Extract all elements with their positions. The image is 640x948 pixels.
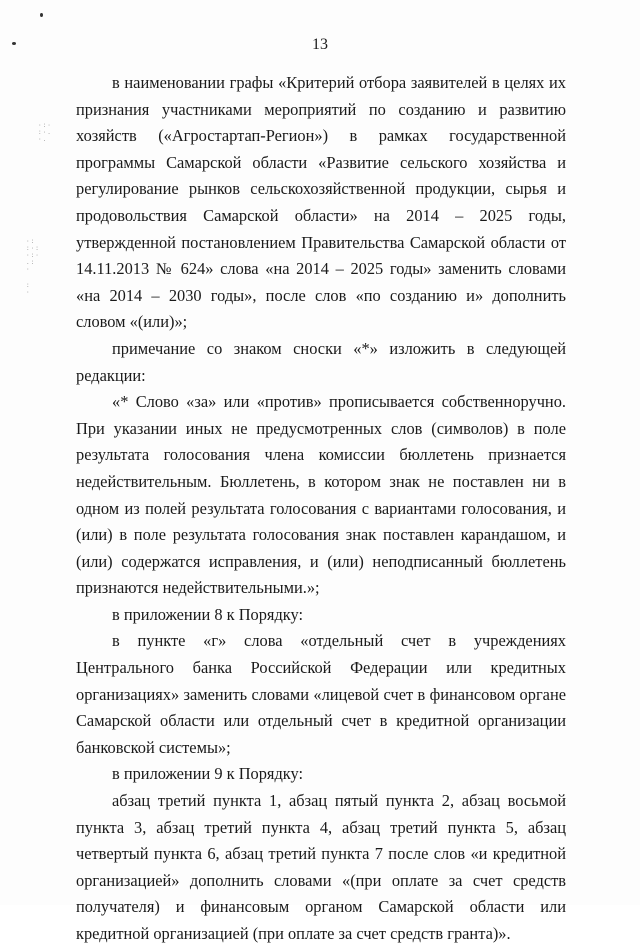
scan-noise: ·: :·: ·:· .: · — [26, 238, 40, 273]
paragraph: в пункте «г» слова «отдельный счет в учреждениях Центрального банка Российской Федерации или кредитных организациях» заменить словами «лицевой счет в финансовом органе Самарской области или отдельный счет в кредитной организации банковской системы»; — [76, 631, 566, 757]
scan-noise: : · — [26, 282, 31, 296]
paragraph: в приложении 8 к Порядку: — [112, 604, 304, 624]
scan-noise: ·:· :·. ·. — [38, 122, 52, 143]
paragraph: абзац третий пункта 1, абзац пятый пункта 2, абзац восьмой пункта 3, абзац третий пункта 4, абзац третий пункта 5, абзац четвертый пункта 6, абзац третий пункта 7 после слов «и кредитной организацией» дополнить словами «(при оплате за счет средств получателя) и финансовым органом Самарской области или кредитной организацией (при оплате за счет средств гранта)». — [76, 791, 566, 943]
paragraph: примечание со знаком сноски «*» изложить в следующей редакции: — [76, 338, 566, 385]
page-number: 13 — [312, 36, 328, 53]
document-body — [76, 70, 566, 948]
paragraph: «* Слово «за» или «против» прописывается собственноручно. При указании иных не предусмотренных слов (символов) в поле результата голосования члена комиссии бюллетень признается недействительным. Бюллетень, в котором знак не поставлен ни в одном из полей результата голосования с вариантами голосования, и (или) в поле результата голосования знак поставлен карандашом, и (или) содержатся исправления, и (или) неподписанный бюллетень признаются недействительными.»; — [76, 392, 566, 598]
paragraph: в наименовании графы «Критерий отбора заявителей в целях их признания участниками мероприятий по созданию и развитию хозяйств («Агростартап-Регион») в рамках государственной программы Самарской области «Развитие сельского хозяйства и регулирование рынков сельскохозяйственной продукции, сырья и продовольствия Самарской области» на 2014 – 2025 годы, утвержденной постановлением Правительства Самарской области от 14.11.2013 № 624» слова «на 2014 – 2025 годы» заменить словами «на 2014 – 2030 годы», после слов «по созданию и» дополнить словом «(или)»; — [76, 73, 566, 332]
scan-speck — [40, 13, 43, 17]
paragraph: в приложении 9 к Порядку: — [112, 764, 304, 784]
